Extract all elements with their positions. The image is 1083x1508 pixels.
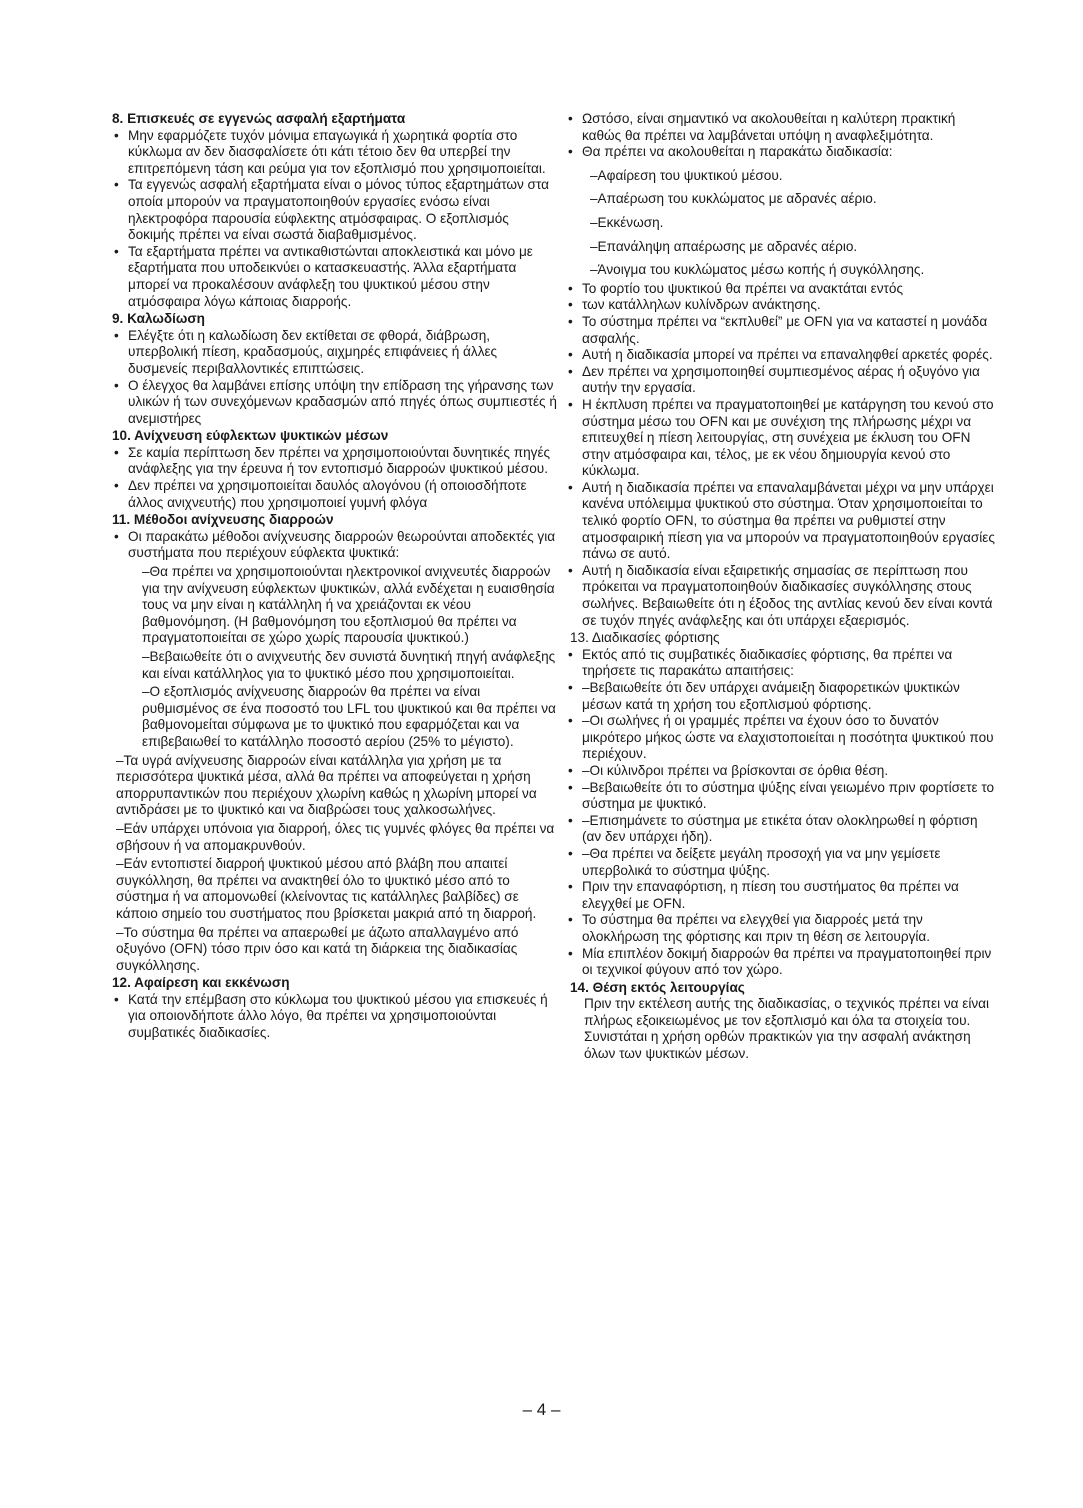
section-12-bullet-2: • Ωστόσο, είναι σημαντικό να ακολουθείται η καλύτερη πρακτική καθώς θα πρέπει να λαμβάνεται υπόψη η αναφλεξιμότητα.	[566, 111, 998, 144]
section-12-heading: 12. Αφαίρεση και εκκένωση	[112, 975, 290, 991]
section-13-bullet-6: • –Επισημάνετε το σύστημα με ετικέτα όταν ολοκληρωθεί η φόρτιση (αν δεν υπάρχει ήδη).	[566, 813, 998, 846]
left-column	[112, 111, 558, 1042]
section-11-bullet-1: • Οι παρακάτω μέθοδοι ανίχνευσης διαρροών θεωρούνται αποδεκτές για συστήματα που περιέχουν εύφλεκτα ψυκτικά:	[112, 529, 558, 562]
section-14-heading: 14. Θέση εκτός λειτουργίας	[570, 979, 745, 995]
section-12-bullet-6: • Το σύστημα πρέπει να “εκπλυθεί” με OFN για να καταστεί η μονάδα ασφαλής.	[566, 314, 998, 347]
section-13-bullet-3: • –Οι σωλήνες ή οι γραμμές πρέπει να έχουν όσο το δυνατόν μικρότερο μήκος ώστε να ελαχιστοποιείται η ποσότητα ψυκτικού που περιέχουν.	[566, 713, 998, 763]
section-8-heading: 8. Επισκευές σε εγγενώς ασφαλή εξαρτήματα	[112, 111, 406, 126]
section-12-bullet-3: • Θα πρέπει να ακολουθείται η παρακάτω διαδικασία:	[566, 144, 998, 161]
section-13-heading: 13. Διαδικασίες φόρτισης	[570, 630, 720, 646]
section-12-bullet-1: • Κατά την επέμβαση στο κύκλωμα του ψυκτικού μέσου για επισκευές ή για οποιονδήποτε άλλο λόγο, θα πρέπει να χρησιμοποιούνται συμβατικές διαδικασίες.	[112, 992, 558, 1042]
section-12-bullet-7: • Αυτή η διαδικασία μπορεί να πρέπει να επαναληφθεί αρκετές φορές.	[566, 347, 998, 364]
section-13-bullet-8: • Πριν την επαναφόρτιση, η πίεση του συστήματος θα πρέπει να ελεγχθεί με OFN.	[566, 879, 998, 912]
section-13-bullet-9: • Το σύστημα θα πρέπει να ελεγχθεί για διαρροές μετά την ολοκλήρωση της φόρτισης και πριν τη θέση σε λειτουργία.	[566, 912, 998, 945]
section-13-bullet-1: • Εκτός από τις συμβατικές διαδικασίες φόρτισης, θα πρέπει να τηρήσετε τις παρακάτω απαιτήσεις:	[566, 647, 998, 680]
section-10-heading: 10. Ανίχνευση εύφλεκτων ψυκτικών μέσων	[112, 428, 389, 444]
section-10-bullet-2: • Δεν πρέπει να χρησιμοποιείται δαυλός αλογόνου (ή οποιοσδήποτε άλλος ανιχνευτής) που χρησιμοποιεί γυμνή φλόγα	[112, 478, 558, 511]
section-12-dash-1: –Αφαίρεση του ψυκτικού μέσου.	[590, 167, 783, 183]
section-12-bullet-10: • Αυτή η διαδικασία πρέπει να επαναλαμβάνεται μέχρι να μην υπάρχει κανένα υπόλειμμα ψυκτικού στο σύστημα. Όταν χρησιμοποιείται το τελικό φορτίο OFN, το σύστημα θα πρέπει να ρυθμιστεί στην ατμοσφαιρική πίεση για να μπορούν να πραγματοποιηθούν εργασίες πάνω σε αυτό.	[566, 480, 998, 563]
section-11-heading: 11. Μέθοδοι ανίχνευσης διαρροών	[112, 512, 334, 528]
section-11-dash-3: –Ο εξοπλισμός ανίχνευσης διαρροών θα πρέπει να είναι ρυθμισμένος σε ένα ποσοστό του LFL του ψυκτικού και θα πρέπει να βαθμονομείται σύμφωνα με το ψυκτικό που εφαρμόζεται και να επιβεβαιωθεί το κατάλληλο ποσοστό αερίου (25% το μέγιστο).	[142, 684, 556, 749]
section-12-bullet-4: • Το φορτίο του ψυκτικού θα πρέπει να ανακτάται εντός	[566, 281, 998, 298]
section-9-bullet-2: • Ο έλεγχος θα λαμβάνει επίσης υπόψη την επίδραση της γήρανσης των υλικών ή των συνεχόμενων κραδασμών από πηγές όπως συμπιεστές ή ανεμιστήρες	[112, 378, 558, 428]
page-number: – 4 –	[522, 1400, 561, 1419]
section-13-bullet-10: • Μία επιπλέον δοκιμή διαρροών θα πρέπει να πραγματοποιηθεί πριν οι τεχνικοί φύγουν από τον χώρο.	[566, 946, 998, 979]
section-13-bullet-7: • –Θα πρέπει να δείξετε μεγάλη προσοχή για να μην γεμίσετε υπερβολικά το σύστημα ψύξης.	[566, 846, 998, 879]
section-13-bullet-5: • –Βεβαιωθείτε ότι το σύστημα ψύξης είναι γειωμένο πριν φορτίσετε το σύστημα με ψυκτικό.	[566, 780, 998, 813]
section-12-dash-4: –Επανάληψη απαέρωσης με αδρανές αέριο.	[590, 238, 858, 254]
section-11-dash-1: –Θα πρέπει να χρησιμοποιούνται ηλεκτρονικοί ανιχνευτές διαρροών για την ανίχνευση εύφλεκτων ψυκτικών, αλλά ενδέχεται η ευαισθησία τους να μην είναι η κατάλληλη ή να χρειάζονται εκ νέου βαθμονόμηση. (Η βαθμονόμηση του εξοπλισμού θα πρέπει να πραγματοποιείται σε χώρο χωρίς παρουσία ψυκτικού.)	[142, 564, 555, 646]
section-12-bullet-8: • Δεν πρέπει να χρησιμοποιηθεί συμπιεσμένος αέρας ή οξυγόνο για αυτήν την εργασία.	[566, 364, 998, 397]
section-8-bullet-3: • Τα εξαρτήματα πρέπει να αντικαθιστώνται αποκλειστικά και μόνο με εξαρτήματα που υποδεικνύει ο κατασκευαστής. Άλλα εξαρτήματα μπορεί να προκαλέσουν ανάφλεξη του ψυκτικού μέσου στην ατμόσφαιρα λόγω κάποιας διαρροής.	[112, 244, 558, 310]
section-8-bullet-1: • Μην εφαρμόζετε τυχόν μόνιμα επαγωγικά ή χωρητικά φορτία στο κύκλωμα αν δεν διασφαλίσετε ότι κάτι τέτοιο δεν θα υπερβεί την επιτρεπόμενη τάση και ρεύμα για τον εξοπλισμό που χρησιμοποιείται.	[112, 128, 558, 178]
section-10-bullet-1: • Σε καμία περίπτωση δεν πρέπει να χρησιμοποιούνται δυνητικές πηγές ανάφλεξης για την έρευνα ή τον εντοπισμό διαρροών ψυκτικού μέσου.	[112, 445, 558, 478]
section-12-bullet-11: • Αυτή η διαδικασία είναι εξαιρετικής σημασίας σε περίπτωση που πρόκειται να πραγματοποιηθούν διαδικασίες συγκόλλησης στους σωλήνες. Βεβαιωθείτε ότι η έξοδος της αντλίας κενού δεν είναι κοντά σε τυχόν πηγές ανάφλεξης και ότι υπάρχει εξαερισμός.	[566, 563, 998, 629]
section-13-bullet-2: • –Βεβαιωθείτε ότι δεν υπάρχει ανάμειξη διαφορετικών ψυκτικών μέσων κατά τη χρήση του εξοπλισμού φόρτισης.	[566, 680, 998, 713]
section-11-dash-5: –Εάν υπάρχει υπόνοια για διαρροή, όλες τις γυμνές φλόγες θα πρέπει να σβήσουν ή να απομακρυνθούν.	[116, 820, 555, 853]
section-9-bullet-1: • Ελέγξτε ότι η καλωδίωση δεν εκτίθεται σε φθορά, διάβρωση, υπερβολική πίεση, κραδασμούς, αιχμηρές επιφάνειες ή άλλες δυσμενείς περιβαλλοντικές επιπτώσεις.	[112, 328, 558, 378]
section-9-heading: 9. Καλωδίωση	[112, 311, 205, 327]
section-12-bullet-5: • των κατάλληλων κυλίνδρων ανάκτησης.	[566, 297, 998, 314]
section-14-paragraph: Πριν την εκτέλεση αυτής της διαδικασίας, ο τεχνικός πρέπει να είναι πλήρως εξοικειωμένος με τον εξοπλισμό και όλα τα στοιχεία του. Συνιστάται η χρήση ορθών πρακτικών για την ασφαλή ανάκτηση όλων των ψυκτικών μέσων.	[584, 996, 990, 1062]
section-8-bullet-2: • Τα εγγενώς ασφαλή εξαρτήματα είναι ο μόνος τύπος εξαρτημάτων στα οποία μπορούν να πραγματοποιηθούν εργασίες ενόσω είναι ηλεκτροφόρα παρουσία εύφλεκτης ατμόσφαιρας. Ο εξοπλισμός δοκιμής πρέπει να είναι σωστά διαβαθμισμένος.	[112, 177, 558, 243]
section-11-dash-6: –Εάν εντοπιστεί διαρροή ψυκτικού μέσου από βλάβη που απαιτεί συγκόλληση, θα πρέπει να ανακτηθεί όλο το ψυκτικό μέσο από το σύστημα ή να απομονωθεί (κλείνοντας τις κατάλληλες βαλβίδες) σε κάποιο σημείο του συστήματος που βρίσκεται μακριά από τη διαρροή.	[116, 856, 537, 921]
section-12-bullet-9: • Η έκπλυση πρέπει να πραγματοποιηθεί με κατάργηση του κενού στο σύστημα μέσω του OFN και με συνέχιση της πλήρωσης μέχρι να επιτευχθεί η πίεση λειτουργίας, στη συνέχεια με έκλυση του OFN στην ατμόσφαιρα και, τέλος, με εκ νέου δημιουργία κενού στο κύκλωμα.	[566, 397, 998, 480]
section-12-dash-2: –Απαέρωση του κυκλώματος με αδρανές αέριο.	[590, 191, 877, 207]
section-13-bullet-4: • –Οι κύλινδροι πρέπει να βρίσκονται σε όρθια θέση.	[566, 763, 998, 780]
section-12-dash-5: –Άνοιγμα του κυκλώματος μέσω κοπής ή συγκόλλησης.	[590, 262, 925, 278]
section-11-dash-2: –Βεβαιωθείτε ότι ο ανιχνευτής δεν συνιστά δυνητική πηγή ανάφλεξης και είναι κατάλληλος για το ψυκτικό μέσο που χρησιμοποιείται.	[142, 649, 556, 681]
section-12-dash-3: –Εκκένωση.	[590, 214, 664, 230]
section-11-dash-7: –Το σύστημα θα πρέπει να απαερωθεί με άζωτο απαλλαγμένο από οξυγόνο (OFN) τόσο πριν όσο και κατά τη διάρκεια της διαδικασίας συγκόλλησης.	[116, 924, 519, 973]
right-column	[566, 111, 998, 1063]
section-11-dash-4: –Τα υγρά ανίχνευσης διαρροών είναι κατάλληλα για χρήση με τα περισσότερα ψυκτικά μέσα, αλλά θα πρέπει να αποφεύγεται η χρήση απορρυπαντικών που περιέχουν χλωρίνη καθώς η χλωρίνη μπορεί να αντιδράσει με το ψυκτικό και να διαβρώσει τους χαλκοσωλήνες.	[116, 752, 537, 818]
